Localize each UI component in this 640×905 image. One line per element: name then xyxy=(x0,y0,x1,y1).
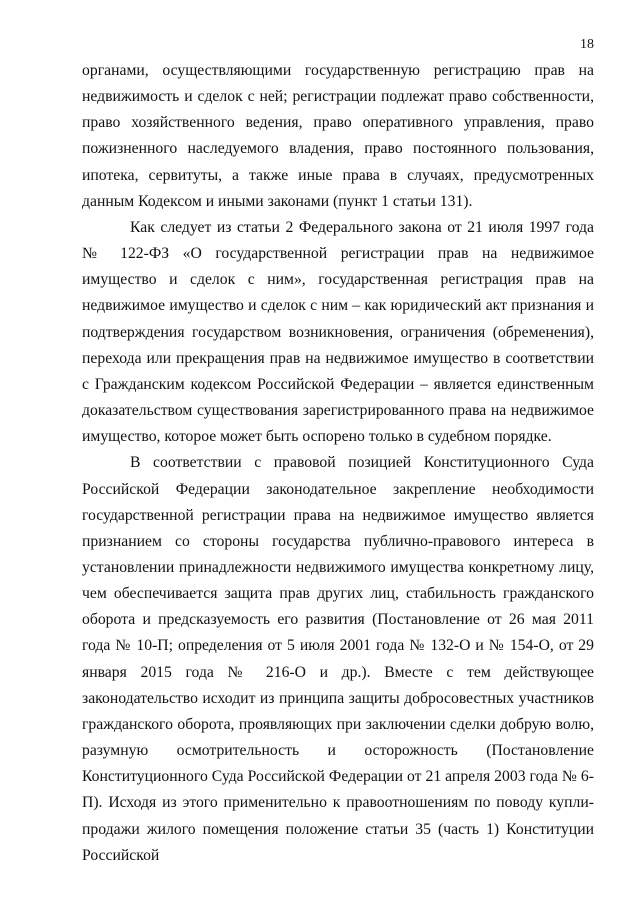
paragraph-continuation: органами, осуществляющими государственную регистрацию прав на недвижимость и сделок с ней; регистрации подлежат право собственности, право хозяйственного ведения, право оперативного управления, право пожизненного наследуемого владения, право постоянного пользования, ипотека, сервитуты, а также иные права в случаях, предусмотренных данным Кодексом и иными законами (пункт 1 статьи 131). xyxy=(82,62,594,210)
document-body xyxy=(82,58,594,869)
paragraph-constitutional-court: В соответствии с правовой позицией Конституционного Суда Российской Федерации законодательное закрепление необходимости государственной регистрации права на недвижимое имущество является признанием со стороны государства публично-правового интереса в установлении принадлежности недвижимого имущества конкретному лицу, чем обеспечивается защита прав других лиц, стабильность гражданского оборота и предсказуемость его развития (Постановление от 26 мая 2011 года № 10-П; определения от 5 июля 2001 года № 132-О и № 154-О, от 29 января 2015 года № 216-О и др.). Вместе с тем действующее законодательство исходит из принципа защиты добросовестных участников гражданского оборота, проявляющих при заключении сделки добрую волю, разумную осмотрительность и осторожность (Постановление Конституционного Суда Российской Федерации от 21 апреля 2003 года № 6-П). Исходя из этого применительно к правоотношениям по поводу купли-продажи жилого помещения положение статьи 35 (часть 1) Конституции Российской xyxy=(82,454,594,864)
page-number: 18 xyxy=(580,37,594,52)
paragraph-federal-law: Как следует из статьи 2 Федерального закона от 21 июля 1997 года № 122-ФЗ «О государственной регистрации прав на недвижимое имущество и сделок с ним», государственная регистрация прав на недвижимое имущество и сделок с ним – как юридический акт признания и подтверждения государством возникновения, ограничения (обременения), перехода или прекращения прав на недвижимое имущество в соответствии с Гражданским кодексом Российской Федерации – является единственным доказательством существования зарегистрированного права на недвижимое имущество, которое может быть оспорено только в судебном порядке. xyxy=(82,218,594,446)
